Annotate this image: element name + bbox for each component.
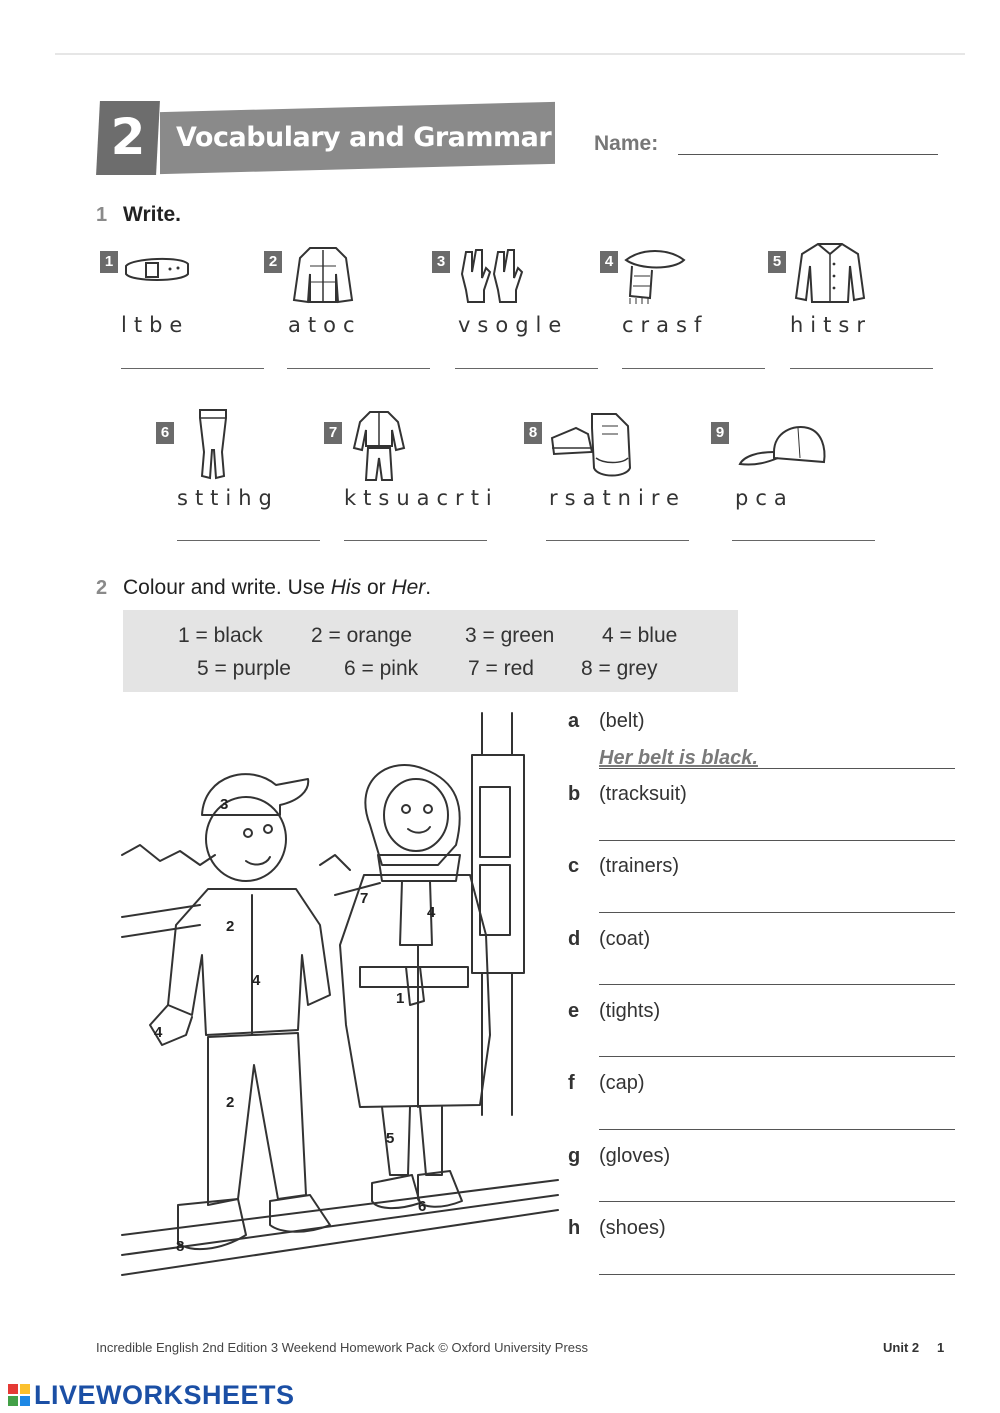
- pic-number-glove: 4: [252, 972, 261, 989]
- question-f-prompt: (cap): [599, 1072, 645, 1094]
- name-label: Name:: [594, 132, 659, 155]
- tracksuit-icon: [350, 408, 408, 482]
- item-9-jumble: pca: [735, 486, 794, 510]
- item-1-jumble: ltbe: [121, 313, 190, 337]
- key-5: 5 = purple: [197, 657, 291, 680]
- question-c-letter: c: [568, 855, 580, 877]
- item-7-number: 7: [324, 422, 342, 444]
- section1-title: Write.: [123, 203, 181, 226]
- section2-title-prefix: Colour and write. Use: [123, 576, 331, 599]
- item-2-number: 2: [264, 251, 282, 273]
- key-8: 8 = grey: [581, 657, 658, 680]
- item-1-answer[interactable]: [121, 368, 264, 369]
- question-h-letter: h: [568, 1217, 581, 1239]
- question-g-letter: g: [568, 1145, 581, 1167]
- item-5-number: 5: [768, 251, 786, 273]
- key-4: 4 = blue: [602, 624, 678, 647]
- cap-icon: [738, 422, 828, 470]
- item-2-answer[interactable]: [287, 368, 430, 369]
- item-9-number: 9: [711, 422, 729, 444]
- item-4-number: 4: [600, 251, 618, 273]
- item-2-jumble: atoc: [288, 313, 362, 337]
- unit-number: 2: [110, 108, 146, 166]
- question-f-answer[interactable]: [599, 1129, 955, 1130]
- belt-icon: [122, 252, 192, 288]
- pic-number-jacket: 2: [226, 918, 235, 935]
- question-d-answer[interactable]: [599, 984, 955, 985]
- brand-name: LIVEWORKSHEETS: [34, 1380, 295, 1410]
- item-6-jumble: sttihg: [177, 486, 279, 510]
- pic-number-cap: 3: [220, 796, 229, 813]
- name-field[interactable]: [678, 154, 938, 155]
- liveworksheets-logo-icon: [8, 1384, 30, 1406]
- question-d-prompt: (coat): [599, 928, 651, 950]
- item-4-jumble: crasf: [622, 313, 709, 337]
- question-g-prompt: (gloves): [599, 1145, 671, 1167]
- item-1-number: 1: [100, 251, 118, 273]
- shirt-icon: [792, 240, 868, 306]
- item-7-jumble: ktsuacrti: [344, 486, 499, 510]
- pic-number-coat: 7: [360, 890, 369, 907]
- pic-number-shoes: 6: [418, 1198, 427, 1215]
- pic-number-hand: 4: [154, 1024, 163, 1041]
- question-b-answer[interactable]: [599, 840, 955, 841]
- top-rule: [55, 53, 965, 55]
- question-c-answer[interactable]: [599, 912, 955, 913]
- scarf-icon: [622, 246, 688, 306]
- question-e-letter: e: [568, 1000, 580, 1022]
- item-6-number: 6: [156, 422, 174, 444]
- key-1: 1 = black: [178, 624, 263, 647]
- section2-number: 2: [96, 577, 108, 599]
- item-3-answer[interactable]: [455, 368, 598, 369]
- question-c-prompt: (trainers): [599, 855, 680, 877]
- pic-number-trousers: 2: [226, 1094, 235, 1111]
- item-8-number: 8: [524, 422, 542, 444]
- question-e-prompt: (tights): [599, 1000, 661, 1022]
- page-number: 1: [937, 1340, 945, 1355]
- pic-number-tights: 5: [386, 1130, 395, 1147]
- item-8-answer[interactable]: [546, 540, 689, 541]
- question-b-prompt: (tracksuit): [599, 783, 687, 805]
- question-f-letter: f: [568, 1072, 575, 1094]
- trainers-icon: [546, 408, 634, 480]
- key-3: 3 = green: [465, 624, 555, 647]
- question-a-answer-line: [599, 768, 955, 769]
- example-answer: Her belt is black.: [599, 747, 758, 769]
- pic-number-trainers: 8: [176, 1238, 185, 1255]
- question-h-prompt: (shoes): [599, 1217, 666, 1239]
- item-9-answer[interactable]: [732, 540, 875, 541]
- item-4-answer[interactable]: [622, 368, 765, 369]
- coat-icon: [288, 244, 358, 306]
- section2-title-or: or: [361, 576, 392, 599]
- question-a-letter: a: [568, 710, 580, 732]
- section2-title-dot: .: [425, 576, 432, 599]
- footer-unit: Unit 2: [883, 1340, 920, 1355]
- question-e-answer[interactable]: [599, 1056, 955, 1057]
- tights-icon: [190, 406, 236, 482]
- key-2: 2 = orange: [311, 624, 413, 647]
- pic-number-belt: 1: [396, 990, 405, 1007]
- colouring-picture: [120, 705, 560, 1280]
- key-7: 7 = red: [468, 657, 534, 680]
- item-5-jumble: hitsr: [790, 313, 872, 337]
- item-6-answer[interactable]: [177, 540, 320, 541]
- item-8-jumble: rsatnire: [549, 486, 686, 510]
- section1-number: 1: [96, 204, 108, 226]
- question-g-answer[interactable]: [599, 1201, 955, 1202]
- question-h-answer[interactable]: [599, 1274, 955, 1275]
- section2-title-his: His: [330, 576, 362, 599]
- section2-title: [123, 576, 431, 600]
- page-title: Vocabulary and Grammar: [176, 122, 552, 153]
- pic-number-scarf: 4: [427, 904, 436, 921]
- question-b-letter: b: [568, 783, 581, 805]
- item-3-jumble: vsogle: [458, 313, 569, 337]
- footer-credit: Incredible English 2nd Edition 3 Weekend Homework Pack © Oxford University Press: [96, 1340, 589, 1355]
- gloves-icon: [456, 244, 528, 306]
- section2-title-her: Her: [391, 576, 426, 599]
- item-3-number: 3: [432, 251, 450, 273]
- question-d-letter: d: [568, 928, 581, 950]
- key-6: 6 = pink: [344, 657, 419, 680]
- item-5-answer[interactable]: [790, 368, 933, 369]
- item-7-answer[interactable]: [344, 540, 487, 541]
- question-a-prompt: (belt): [599, 710, 645, 732]
